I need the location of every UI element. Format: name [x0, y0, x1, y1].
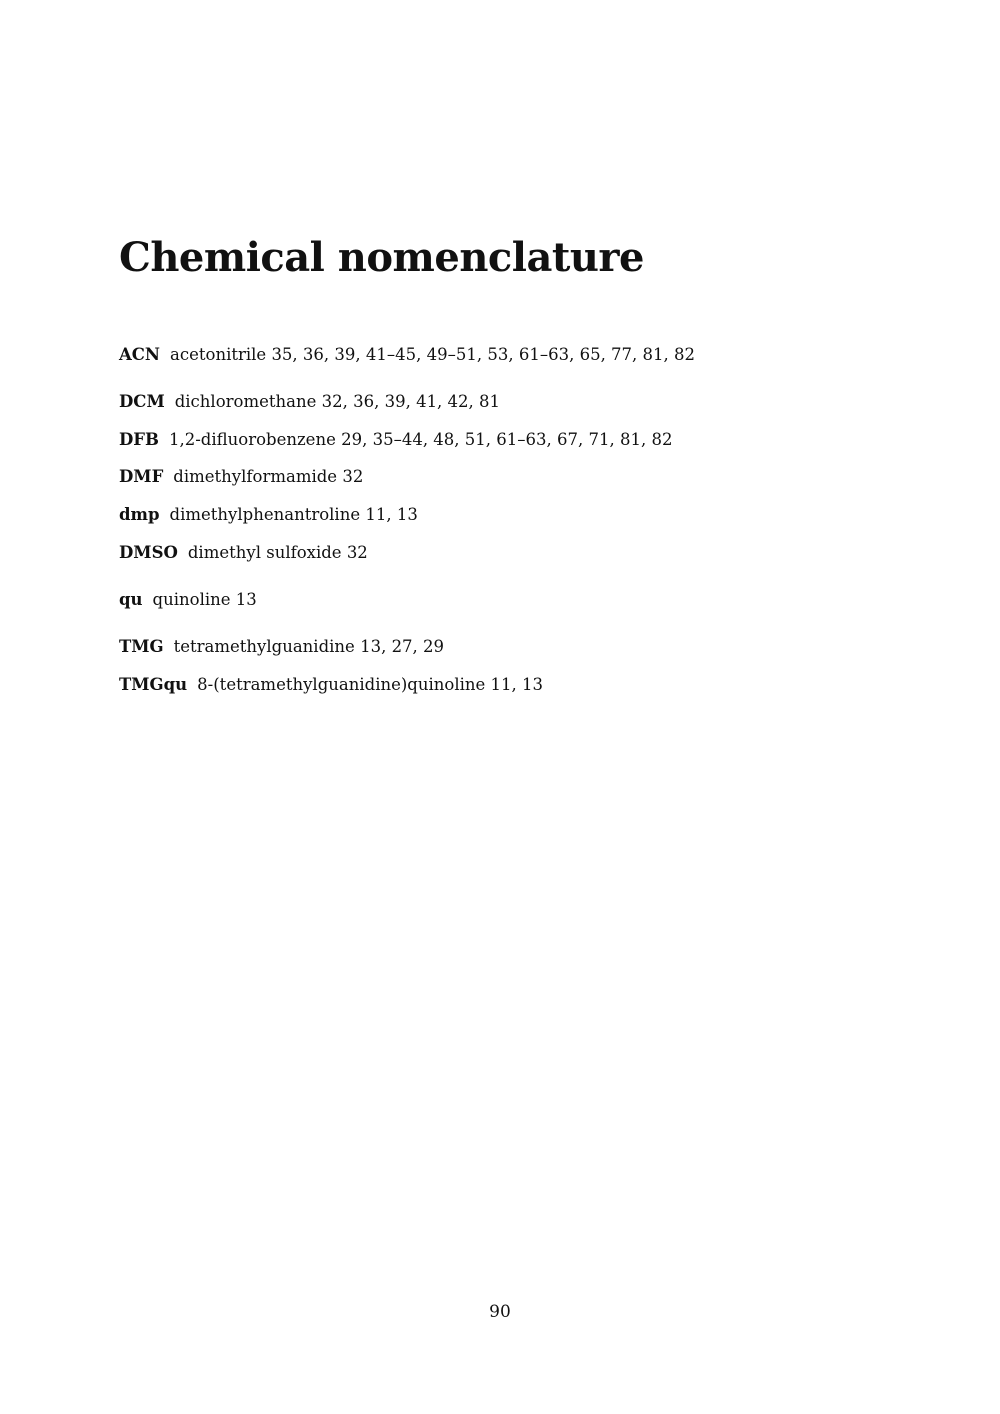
entry-definition: dimethyl sulfoxide [187, 543, 342, 562]
entry-term: DCM [119, 392, 165, 411]
list-item [119, 587, 257, 613]
list-item [119, 540, 368, 566]
entry-definition: acetonitrile [170, 345, 267, 364]
entry-pages: 32 [346, 543, 368, 562]
entry-term: dmp [119, 505, 160, 524]
entry-term: qu [119, 590, 143, 609]
entry-pages: 11, 13 [365, 505, 418, 524]
entry-definition: 1,2-difluorobenzene [168, 430, 336, 449]
entry-definition: dimethylformamide [173, 467, 338, 486]
entry-term: DFB [119, 430, 159, 449]
entry-definition: dichloromethane [174, 392, 317, 411]
list-item [119, 502, 418, 528]
entry-pages: 13, 27, 29 [360, 637, 445, 656]
list-item [119, 672, 543, 698]
entry-pages: 13 [235, 590, 257, 609]
list-item [119, 634, 444, 660]
list-item [119, 389, 500, 415]
entry-definition: 8-(tetramethylguanidine)quinoline [197, 675, 486, 694]
entry-pages: 29, 35–44, 48, 51, 61–63, 67, 71, 81, 82 [341, 430, 673, 449]
entry-definition: tetramethylguanidine [173, 637, 355, 656]
entry-term: DMF [119, 467, 164, 486]
entry-term: TMG [119, 637, 164, 656]
list-item [119, 464, 363, 490]
entry-pages: 32, 36, 39, 41, 42, 81 [321, 392, 501, 411]
page-number: 90 [489, 1302, 511, 1322]
entry-definition: dimethylphenantroline [169, 505, 361, 524]
entry-term: ACN [119, 345, 161, 364]
page-title: Chemical nomenclature [119, 234, 644, 281]
entry-pages: 11, 13 [490, 675, 544, 694]
entry-pages: 32 [342, 467, 364, 486]
entry-term: DMSO [119, 543, 178, 562]
entry-term: TMGqu [119, 675, 188, 694]
list-item [119, 427, 672, 453]
entry-definition: quinoline [152, 590, 231, 609]
entry-pages: 35, 36, 39, 41–45, 49–51, 53, 61–63, 65, 77, 81, 82 [271, 345, 696, 364]
list-item [119, 342, 695, 368]
